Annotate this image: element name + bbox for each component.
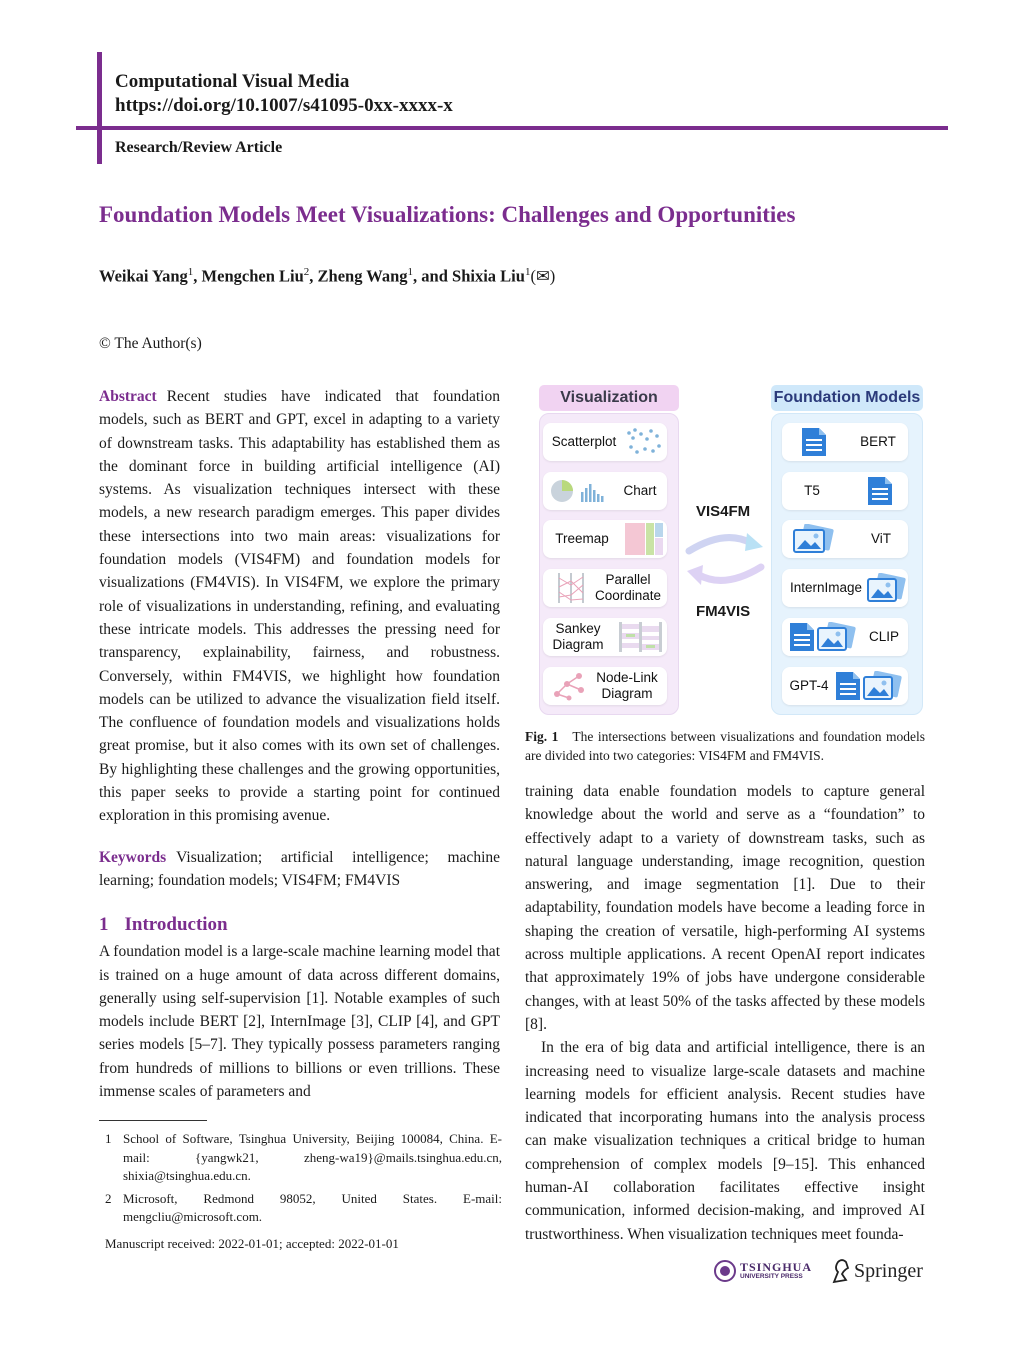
author-affiliation: 1	[187, 266, 194, 278]
author-separator: ,	[309, 266, 318, 286]
author-name: Weikai Yang	[99, 266, 188, 286]
journal-doi[interactable]: https://doi.org/10.1007/s41095-0xx-xxxx-x	[115, 95, 453, 116]
abstract-text: Recent studies have indicated that foundation models, such as BERT and GPT, excel in adapting to a variety of downstream tasks. This adaptability has established them as the dominant force in building artificial intelligence (AI) systems. As visualization techniques intersect with these models, a new research paradigm emerges. This paper divides these intersections into two main areas: visualizations for foundation models (VIS4FM) and foundation models for visualizations (FM4VIS). In VIS4FM, we explore the primary role of visualizations in understanding, refining, and evaluating these intricate models. This addresses the pressing need for transparency, explainability, fairness, and robustness. Conversely, within FM4VIS, we highlight how foundation models can be utilized to advance the visualization field itself. The confluence of foundation models and visualizations holds great promise, but it also comes with its own set of challenges. By highlighting these challenges and the growing opportunities, this paper seeks to provide a starting point for continued exploration in this promising avenue.	[99, 388, 500, 825]
vis-item-parallel-coordinate	[543, 569, 667, 607]
vis-item-label: Treemap	[555, 531, 609, 546]
arrow-left-icon	[685, 563, 765, 593]
pie-bar-chart-icon	[549, 478, 611, 504]
section-number: 1	[99, 914, 109, 936]
arrow-right-icon	[685, 525, 765, 555]
foundation-models-panel-title: Foundation Models	[771, 385, 923, 411]
vis-item-label: Chart	[623, 483, 657, 498]
fm-item-label: BERT	[860, 434, 896, 449]
vis-item-node-link-diagram	[543, 667, 667, 705]
image-icon	[866, 573, 908, 603]
manuscript-dates: Manuscript received: 2022-01-01; accepted: 2022-01-01	[105, 1235, 399, 1251]
header-vertical-rule	[97, 52, 102, 164]
author-name: Mengchen Liu	[201, 266, 304, 286]
footnote	[99, 1130, 502, 1186]
vis-item-label: Sankey Diagram	[552, 621, 604, 652]
tsinghua-seal-icon	[714, 1260, 736, 1282]
copyright: © The Author(s)	[99, 335, 202, 352]
intro-paragraph: In the era of big data and artificial intelligence, there is an increasing need to visualize large-scale datasets and machine learning models for efficient analysis. Recent studies have indicated that incorporating humans into the analysis process can make visualization techniques a critical bridge to human comprehension of complex models [9–15]. This enhanced human-AI collaboration facilitates effective insight communication, informed decision-making, and improved AI trustworthiness. When visualization techniques meet founda-	[525, 1039, 925, 1243]
caption-text: The intersections between visualizations and foundation models are divided into two categories: VIS4FM and FM4VIS.	[525, 729, 925, 763]
author-affiliation: 1	[407, 266, 414, 278]
right-column	[525, 780, 925, 1246]
node-link-icon	[549, 670, 589, 702]
fm-item-label: InternImage	[789, 580, 863, 595]
vis-item-chart	[543, 472, 667, 510]
fm-item-gpt-4	[782, 667, 908, 705]
author-list	[99, 266, 555, 287]
fm-item-internimage	[782, 569, 908, 607]
author-affiliation: 2	[303, 266, 310, 278]
publisher-logos	[714, 1258, 926, 1288]
footnote	[99, 1190, 502, 1227]
header-horizontal-rule	[76, 126, 948, 130]
keywords-text: Visualization; artificial intelligence; machine learning; foundation models; VIS4FM; FM4VIS	[99, 848, 500, 889]
fm-item-bert	[782, 423, 908, 461]
corresponding-mail-icon: (✉)	[530, 266, 556, 286]
vis-item-label: Node-Link Diagram	[596, 670, 658, 701]
article-type: Research/Review Article	[115, 139, 283, 156]
springer-horse-icon	[830, 1258, 852, 1284]
vis-item-scatterplot	[543, 423, 667, 461]
image-icon	[792, 524, 836, 554]
footnotes	[99, 1130, 502, 1253]
fm-item-label: T5	[804, 483, 820, 498]
vis-item-label: Parallel Coordinate	[594, 572, 662, 603]
fm-item-t5	[782, 472, 908, 510]
tsinghua-subtitle: UNIVERSITY PRESS	[740, 1273, 803, 1280]
intro-paragraph: A foundation model is a large-scale machine learning model that is trained on a huge amount of data across different domains, generally using self-supervision [1]. Notable examples of such models include BERT [2], InternImage [3], CLIP [4], and GPT series models [5–7]. They typically possess parameters ranging from hundreds of millions to billions or even trillions. These immense scales of parameters and	[99, 943, 500, 1101]
tsinghua-name: TSINGHUA	[740, 1260, 813, 1274]
fm-item-label: ViT	[870, 531, 891, 546]
author-separator: , and	[413, 266, 453, 286]
footnote-number: 2	[105, 1190, 112, 1206]
fm-item-clip	[782, 618, 908, 656]
document-icon	[802, 428, 826, 456]
paper-title: Foundation Models Meet Visualizations: Challenges and Opportunities	[99, 202, 796, 227]
treemap-icon	[625, 523, 663, 555]
section-title: Introduction	[124, 914, 228, 936]
document-icon	[836, 672, 860, 700]
journal-header	[115, 70, 453, 118]
keywords-label: Keywords	[99, 848, 167, 866]
scatterplot-icon	[625, 427, 665, 457]
intro-paragraph: training data enable foundation models to capture general knowledge about the world and serve as a “foundation” to effectively adapt to a variety of downstream tasks, such as natural language understanding, image recognition, question answering, and image segmentation [1]. Due to their adaptability, foundation models have become a leading force in shaping the creation of versatile, high-performing AI systems across multiple applications. A recent OpenAI report indicates that approximately 19% of jobs have undergone considerable changes, with at least 50% of the tasks affected by these models [8].	[525, 783, 925, 1033]
abstract	[99, 385, 500, 828]
sankey-icon	[619, 622, 663, 652]
abstract-label: Abstract	[99, 388, 157, 405]
author-affiliation: 1	[524, 266, 531, 278]
vis4fm-label: VIS4FM	[696, 503, 751, 520]
fm-item-label: CLIP	[868, 629, 899, 644]
springer-name: Springer	[854, 1260, 923, 1282]
author-separator: ,	[193, 266, 202, 286]
vis-item-label: Scatterplot	[551, 434, 617, 449]
fm-item-vit	[782, 520, 908, 558]
footnote-text: Microsoft, Redmond 98052, United States. E-mail: mengcliu@microsoft.com.	[123, 1190, 502, 1224]
journal-name: Computational Visual Media	[115, 71, 350, 92]
figure-1	[525, 383, 925, 715]
document-icon	[790, 623, 814, 651]
caption-label: Fig. 1	[525, 729, 559, 744]
section-heading	[99, 910, 500, 940]
document-icon	[868, 477, 892, 505]
author-name: Zheng Wang	[317, 266, 408, 286]
left-column	[99, 385, 500, 1103]
visualization-panel-title: Visualization	[539, 385, 679, 411]
footnote-rule	[99, 1120, 207, 1121]
image-icon	[816, 622, 858, 652]
footnote-text: School of Software, Tsinghua University, Beijing 100084, China. E-mail: {yangwk21, zheng-wa19}@mails.tsinghua.edu.cn, shixia@tsinghua.edu.cn.	[123, 1131, 502, 1183]
author-name: Shixia Liu	[452, 266, 525, 286]
keywords	[99, 846, 500, 893]
footnote-number: 1	[105, 1131, 112, 1146]
fm4vis-label: FM4VIS	[696, 603, 751, 620]
vis-item-treemap	[543, 520, 667, 558]
fm-item-label: GPT-4	[789, 678, 829, 693]
image-icon	[862, 671, 904, 701]
vis-item-sankey-diagram	[543, 618, 667, 656]
figure-caption	[525, 728, 925, 765]
parallel-coordinate-icon	[553, 573, 589, 603]
